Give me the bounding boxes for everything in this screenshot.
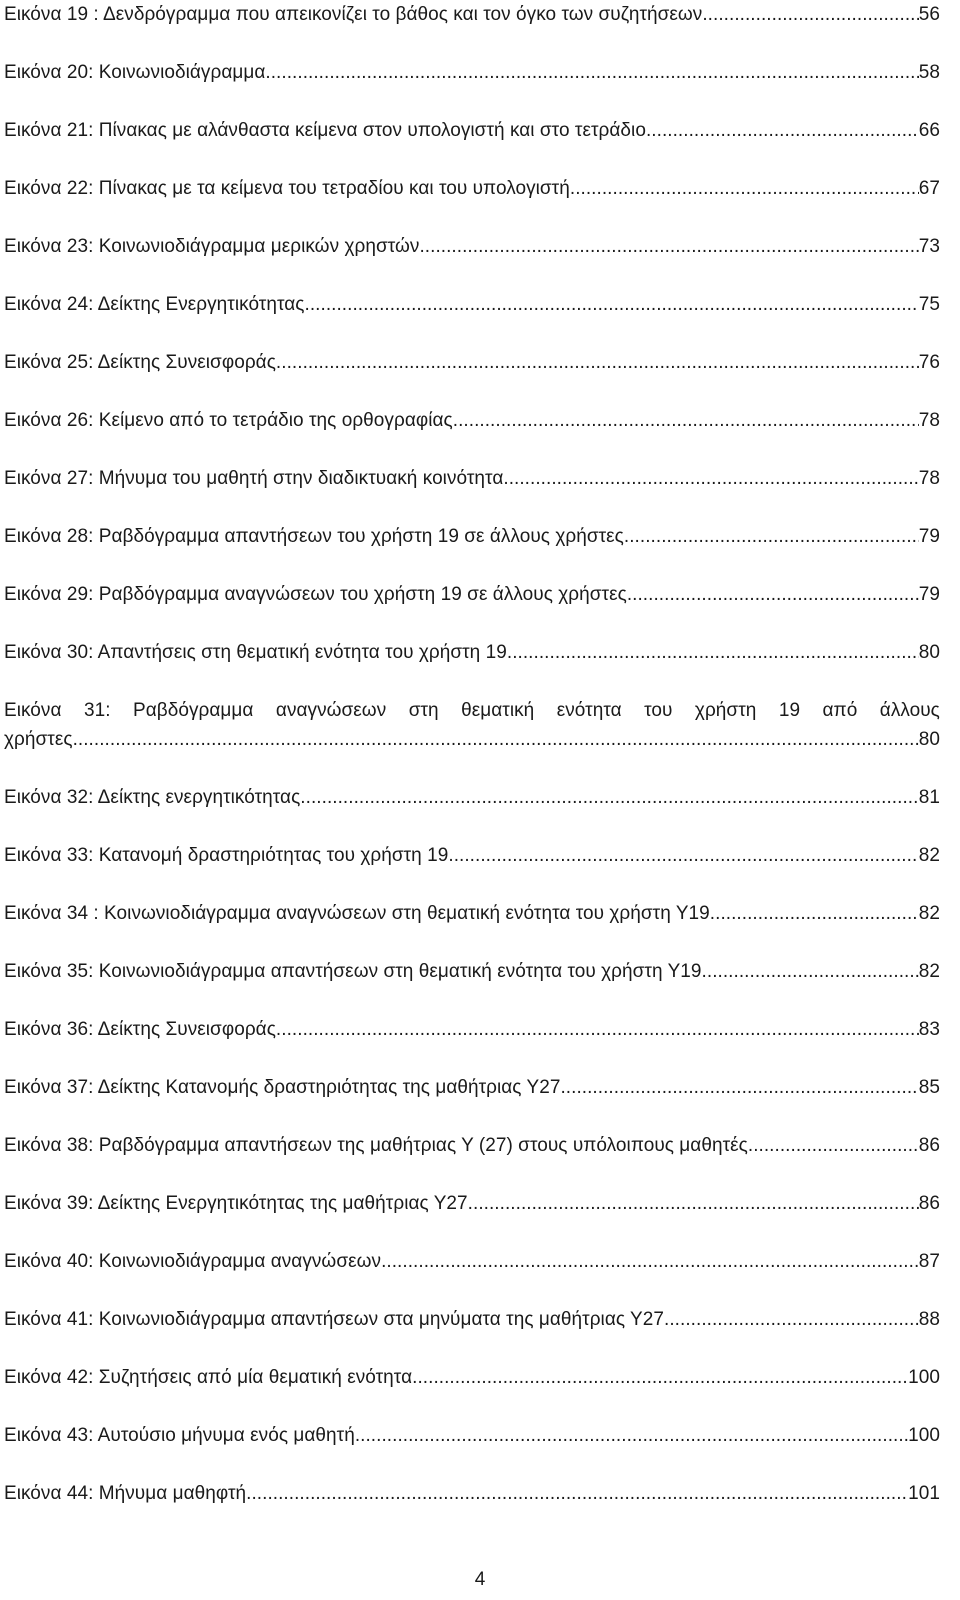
dot-leader — [664, 1305, 919, 1334]
toc-entry-page: 78 — [918, 468, 940, 489]
toc-entry[interactable] — [4, 1479, 940, 1508]
toc-entry-page: 101 — [908, 1483, 940, 1504]
toc-entry-title: Εικόνα 22: Πίνακας με τα κείμενα του τετραδίου και του υπολογιστή — [4, 178, 570, 199]
toc-entry-page: 87 — [918, 1251, 940, 1272]
toc-entry-page: 58 — [918, 62, 940, 83]
toc-word: Εικόνα — [4, 700, 62, 721]
toc-entry-page: 86 — [918, 1193, 940, 1214]
toc-word: 31: — [83, 700, 111, 721]
dot-leader — [570, 174, 919, 203]
dot-leader — [624, 522, 919, 551]
toc-entry[interactable] — [4, 783, 940, 812]
toc-entry-page: 78 — [918, 410, 940, 431]
toc-entry-title: Εικόνα 39: Δείκτης Ενεργητικότητας της μαθήτριας Υ27 — [4, 1193, 468, 1214]
toc-word: χρήστη — [694, 700, 757, 721]
toc-entry-title: Εικόνα 24: Δείκτης Ενεργητικότητας — [4, 294, 305, 315]
toc-entry[interactable] — [4, 899, 940, 928]
dot-leader — [381, 1247, 919, 1276]
toc-entry-page: 100 — [908, 1425, 940, 1446]
toc-entry-title: Εικόνα 30: Απαντήσεις στη θεματική ενότητα του χρήστη 19 — [4, 642, 507, 663]
toc-entry[interactable] — [4, 58, 940, 87]
toc-entry[interactable] — [4, 406, 940, 435]
toc-word: Ραβδόγραμμα — [133, 700, 254, 721]
toc-entry[interactable] — [4, 841, 940, 870]
toc-entry-page: 76 — [918, 352, 940, 373]
toc-entry[interactable] — [4, 116, 940, 145]
toc-entry-page: 82 — [918, 961, 940, 982]
dot-leader — [453, 406, 919, 435]
toc-entry[interactable] — [4, 1073, 940, 1102]
dot-leader — [560, 1073, 918, 1102]
dot-leader — [412, 1363, 908, 1392]
toc-word: άλλους — [879, 700, 940, 721]
toc-entry[interactable] — [4, 957, 940, 986]
dot-leader — [300, 783, 918, 812]
toc-entry-page: 67 — [918, 178, 940, 199]
toc-entry-title: Εικόνα 38: Ραβδόγραμμα απαντήσεων της μαθήτριας Υ (27) στους υπόλοιπους μαθητές — [4, 1135, 748, 1156]
toc-entry-title: Εικόνα 40: Κοινωνιοδιάγραμμα αναγνώσεων — [4, 1251, 382, 1272]
toc-entry-title-line2 — [4, 725, 940, 754]
toc-entry[interactable] — [4, 638, 940, 667]
toc-entry[interactable] — [4, 1131, 940, 1160]
dot-leader — [507, 638, 919, 667]
toc-entry-title: Εικόνα 21: Πίνακας με αλάνθαστα κείμενα στον υπολογιστή και στο τετράδιο — [4, 120, 646, 141]
dot-leader — [419, 232, 918, 261]
dot-leader — [646, 116, 919, 145]
toc-entry-title: Εικόνα 28: Ραβδόγραμμα απαντήσεων του χρήστη 19 σε άλλους χρήστες — [4, 526, 624, 547]
toc-entry-page: 79 — [918, 526, 940, 547]
toc-entry-title: Εικόνα 29: Ραβδόγραμμα αναγνώσεων του χρήστη 19 σε άλλους χρήστες — [4, 584, 627, 605]
toc-entry-title: Εικόνα 25: Δείκτης Συνεισφοράς — [4, 352, 276, 373]
toc-entry[interactable] — [4, 522, 940, 551]
toc-word: 19 — [778, 700, 801, 721]
toc-entry-page: 82 — [918, 903, 940, 924]
toc-entry-title: Εικόνα 37: Δείκτης Κατανομής δραστηριότητας της μαθήτριας Υ27 — [4, 1077, 561, 1098]
toc-entry-title: Εικόνα 23: Κοινωνιοδιάγραμμα μερικών χρηστών — [4, 236, 420, 257]
toc-word: του — [644, 700, 673, 721]
toc-entry-page: 81 — [918, 787, 940, 808]
dot-leader — [448, 841, 918, 870]
toc-entry[interactable] — [4, 0, 940, 29]
table-of-figures — [4, 0, 940, 1537]
page-number-footer: 4 — [474, 1569, 486, 1590]
toc-entry-title: Εικόνα 43: Αυτούσιο μήνυμα ενός μαθητή — [4, 1425, 355, 1446]
toc-word: ενότητα — [556, 700, 622, 721]
dot-leader — [246, 1479, 908, 1508]
toc-entry-page: 85 — [918, 1077, 940, 1098]
toc-entry-title: Εικόνα 34 : Κοινωνιοδιάγραμμα αναγνώσεων στη θεματική ενότητα του χρήστη Υ19 — [4, 903, 710, 924]
toc-entry-title: Εικόνα 33: Κατανομή δραστηριότητας του χρήστη 19 — [4, 845, 449, 866]
toc-entry-title: Εικόνα 42: Συζητήσεις από μία θεματική ενότητα — [4, 1367, 413, 1388]
toc-entry-title: Εικόνα 32: Δείκτης ενεργητικότητας — [4, 787, 301, 808]
toc-entry-page: 86 — [918, 1135, 940, 1156]
dot-leader — [748, 1131, 919, 1160]
toc-entry-title: Εικόνα 19 : Δενδρόγραμμα που απεικονίζει το βάθος και τον όγκο των συζητήσεων — [4, 4, 703, 25]
dot-leader — [276, 348, 919, 377]
toc-entry-page: 56 — [918, 4, 940, 25]
toc-entry-page: 66 — [918, 120, 940, 141]
toc-word: αναγνώσεων — [275, 700, 387, 721]
toc-entry[interactable] — [4, 348, 940, 377]
dot-leader — [468, 1189, 919, 1218]
toc-entry-page: 82 — [918, 845, 940, 866]
toc-entry-page: 88 — [918, 1309, 940, 1330]
toc-word: στη — [408, 700, 439, 721]
toc-entry[interactable] — [4, 1189, 940, 1218]
dot-leader — [503, 464, 918, 493]
toc-entry-page: 73 — [918, 236, 940, 257]
dot-leader — [355, 1421, 908, 1450]
toc-word: από — [822, 700, 858, 721]
toc-entry-title: Εικόνα 20: Κοινωνιοδιάγραμμα — [4, 62, 266, 83]
toc-entry[interactable] — [4, 696, 940, 754]
toc-entry-page: 83 — [918, 1019, 940, 1040]
toc-entry[interactable] — [4, 1247, 940, 1276]
toc-entry-page: 79 — [918, 584, 940, 605]
toc-entry-title: Εικόνα 41: Κοινωνιοδιάγραμμα απαντήσεων στα μηνύματα της μαθήτριας Υ27 — [4, 1309, 665, 1330]
toc-entry-title: Εικόνα 44: Μήνυμα μαθηφτή — [4, 1483, 247, 1504]
toc-entry-title-line1 — [4, 696, 940, 725]
dot-leader — [710, 899, 919, 928]
toc-entry-page: 75 — [918, 294, 940, 315]
toc-entry[interactable] — [4, 1305, 940, 1334]
toc-entry-title: Εικόνα 27: Μήνυμα του μαθητή στην διαδικτυακή κοινότητα — [4, 468, 504, 489]
dot-leader — [265, 58, 918, 87]
dot-leader — [702, 0, 918, 29]
toc-entry-title: Εικόνα 35: Κοινωνιοδιάγραμμα απαντήσεων στη θεματική ενότητα του χρήστη Υ19 — [4, 961, 702, 982]
toc-entry-title: Εικόνα 36: Δείκτης Συνεισφοράς — [4, 1019, 276, 1040]
toc-entry-title: Εικόνα 26: Κείμενο από το τετράδιο της ορθογραφίας — [4, 410, 453, 431]
toc-entry-page: 80 — [918, 729, 940, 750]
toc-entry-page: 100 — [908, 1367, 940, 1388]
dot-leader — [276, 1015, 919, 1044]
toc-entry-page: 80 — [918, 642, 940, 663]
toc-entry[interactable] — [4, 1363, 940, 1392]
toc-entry[interactable] — [4, 464, 940, 493]
toc-entry-title: χρήστες — [4, 729, 73, 750]
toc-entry[interactable] — [4, 290, 940, 319]
toc-entry[interactable] — [4, 232, 940, 261]
dot-leader — [73, 725, 919, 754]
toc-entry[interactable] — [4, 580, 940, 609]
toc-word: θεματική — [461, 700, 535, 721]
dot-leader — [627, 580, 919, 609]
toc-entry[interactable] — [4, 174, 940, 203]
dot-leader — [702, 957, 919, 986]
toc-entry[interactable] — [4, 1015, 940, 1044]
toc-entry[interactable] — [4, 1421, 940, 1450]
dot-leader — [305, 290, 919, 319]
